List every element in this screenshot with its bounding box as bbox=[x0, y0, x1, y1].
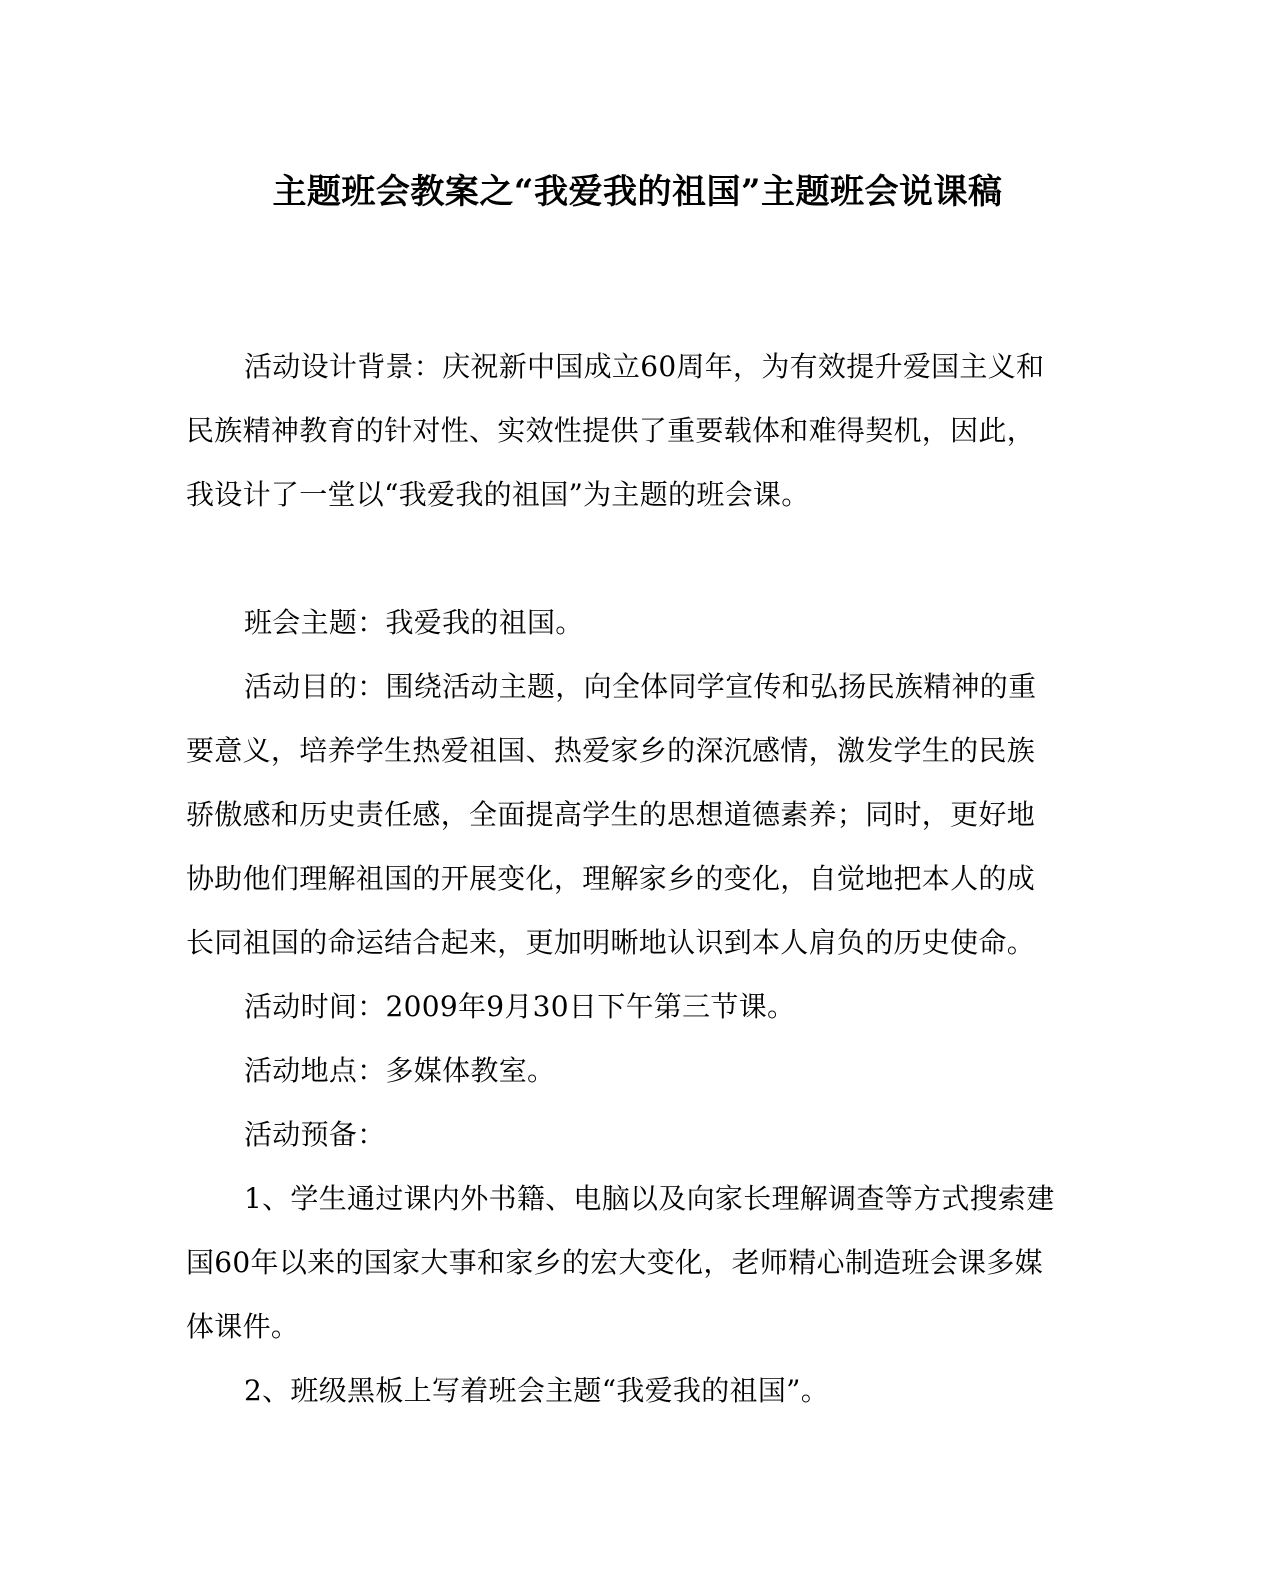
paragraph-purpose-line-4: 协助他们理解祖国的开展变化，理解家乡的变化，自觉地把本人的成 bbox=[186, 862, 1036, 895]
paragraph-time: 活动时间：2009年9月30日下午第三节课。 bbox=[244, 990, 796, 1023]
paragraph-background-line-2: 民族精神教育的针对性、实效性提供了重要载体和难得契机，因此， bbox=[186, 414, 1036, 447]
preparation-item-1-line-3: 体课件。 bbox=[186, 1310, 300, 1343]
paragraph-purpose-line-3: 骄傲感和历史责任感，全面提高学生的思想道德素养；同时，更好地 bbox=[186, 798, 1036, 831]
paragraph-location: 活动地点：多媒体教室。 bbox=[244, 1054, 556, 1087]
paragraph-background-line-1: 活动设计背景：庆祝新中国成立60周年，为有效提升爱国主义和 bbox=[244, 350, 1045, 383]
preparation-item-2: 2、班级黑板上写着班会主题“我爱我的祖国”。 bbox=[244, 1374, 830, 1407]
paragraph-purpose-line-2: 要意义，培养学生热爱祖国、热爱家乡的深沉感情，激发学生的民族 bbox=[186, 734, 1036, 767]
document-title: 主题班会教案之“我爱我的祖国”主题班会说课稿 bbox=[272, 172, 1003, 212]
paragraph-preparation-heading: 活动预备： bbox=[244, 1118, 386, 1151]
paragraph-background-line-3: 我设计了一堂以“我爱我的祖国”为主题的班会课。 bbox=[186, 478, 810, 511]
paragraph-purpose-line-5: 长同祖国的命运结合起来，更加明晰地认识到本人肩负的历史使命。 bbox=[186, 926, 1036, 959]
preparation-item-1-line-2: 国60年以来的国家大事和家乡的宏大变化，老师精心制造班会课多媒 bbox=[186, 1246, 1043, 1279]
paragraph-theme: 班会主题：我爱我的祖国。 bbox=[244, 606, 584, 639]
paragraph-purpose-line-1: 活动目的：围绕活动主题，向全体同学宣传和弘扬民族精神的重 bbox=[244, 670, 1037, 703]
preparation-item-1-line-1: 1、学生通过课内外书籍、电脑以及向家长理解调查等方式搜索建 bbox=[244, 1182, 1055, 1215]
